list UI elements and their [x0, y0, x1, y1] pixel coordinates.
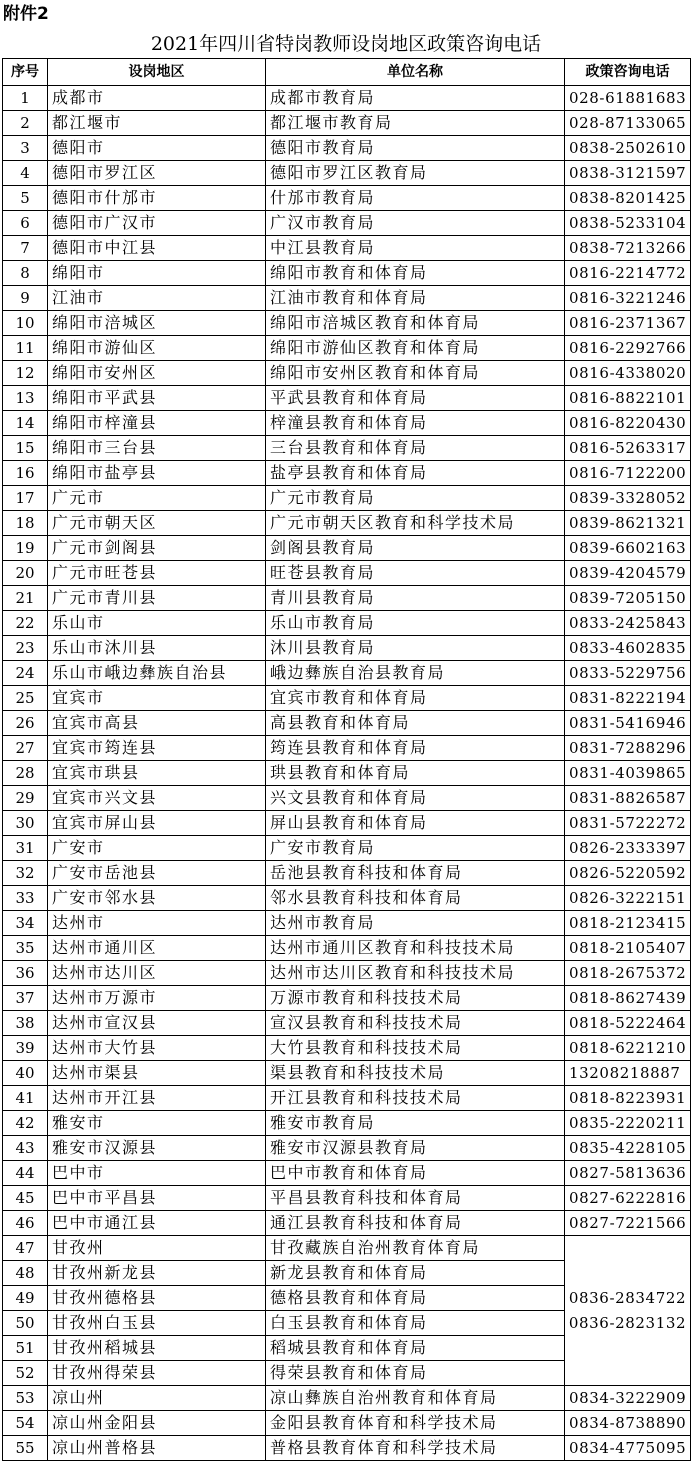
row-number: 27	[3, 736, 48, 761]
row-region: 达州市达川区	[48, 961, 266, 986]
row-phone: 0826-2333397	[565, 836, 691, 861]
row-region: 甘孜州新龙县	[48, 1261, 266, 1286]
row-region: 绵阳市	[48, 261, 266, 286]
row-region: 绵阳市三台县	[48, 436, 266, 461]
row-unit: 宣汉县教育和科技技术局	[266, 1011, 565, 1036]
row-unit: 雅安市汉源县教育局	[266, 1136, 565, 1161]
row-region: 广元市朝天区	[48, 511, 266, 536]
row-region: 雅安市汉源县	[48, 1136, 266, 1161]
table-row	[3, 186, 691, 211]
header-no: 序号	[3, 59, 48, 86]
table-row	[3, 1136, 691, 1161]
row-region: 广安市	[48, 836, 266, 861]
table-row	[3, 736, 691, 761]
row-phone: 0831-8222194	[565, 686, 691, 711]
row-region: 广元市青川县	[48, 586, 266, 611]
row-phone: 13208218887	[565, 1061, 691, 1086]
row-number: 33	[3, 886, 48, 911]
row-number: 24	[3, 661, 48, 686]
row-number: 26	[3, 711, 48, 736]
row-number: 8	[3, 261, 48, 286]
row-phone: 0838-8201425	[565, 186, 691, 211]
row-region: 绵阳市平武县	[48, 386, 266, 411]
row-unit: 得荣县教育和体育局	[266, 1361, 565, 1386]
row-phone: 0816-7122200	[565, 461, 691, 486]
row-region: 宜宾市珙县	[48, 761, 266, 786]
table-row	[3, 261, 691, 286]
table-row	[3, 86, 691, 111]
row-region: 德阳市罗江区	[48, 161, 266, 186]
row-region: 甘孜州	[48, 1236, 266, 1261]
table-row	[3, 661, 691, 686]
row-unit: 绵阳市游仙区教育和体育局	[266, 336, 565, 361]
row-phone: 0827-6222816	[565, 1186, 691, 1211]
row-unit: 旺苍县教育局	[266, 561, 565, 586]
row-region: 绵阳市梓潼县	[48, 411, 266, 436]
header-phone: 政策咨询电话	[565, 59, 691, 86]
row-phone: 0838-3121597	[565, 161, 691, 186]
header-unit: 单位名称	[266, 59, 565, 86]
row-unit: 达州市教育局	[266, 911, 565, 936]
table-row	[3, 1086, 691, 1111]
row-unit: 广汉市教育局	[266, 211, 565, 236]
row-region: 江油市	[48, 286, 266, 311]
row-phone: 0818-6221210	[565, 1036, 691, 1061]
row-number: 12	[3, 361, 48, 386]
row-region: 广元市旺苍县	[48, 561, 266, 586]
row-number: 44	[3, 1161, 48, 1186]
table-row	[3, 686, 691, 711]
row-phone: 0831-4039865	[565, 761, 691, 786]
row-unit: 成都市教育局	[266, 86, 565, 111]
row-number: 19	[3, 536, 48, 561]
table-row	[3, 1111, 691, 1136]
row-unit: 三台县教育和体育局	[266, 436, 565, 461]
row-unit: 高县教育和体育局	[266, 711, 565, 736]
row-unit: 达州市达川区教育和科技技术局	[266, 961, 565, 986]
row-phone: 0827-5813636	[565, 1161, 691, 1186]
row-phone: 0816-3221246	[565, 286, 691, 311]
row-unit: 平武县教育和体育局	[266, 386, 565, 411]
row-number: 21	[3, 586, 48, 611]
row-region: 绵阳市游仙区	[48, 336, 266, 361]
table-row	[3, 136, 691, 161]
row-unit: 新龙县教育和体育局	[266, 1261, 565, 1286]
table-row	[3, 786, 691, 811]
row-number: 4	[3, 161, 48, 186]
row-region: 绵阳市安州区	[48, 361, 266, 386]
row-region: 巴中市平昌县	[48, 1186, 266, 1211]
row-region: 宜宾市高县	[48, 711, 266, 736]
row-phone: 0818-8223931	[565, 1086, 691, 1111]
row-phone: 0839-4204579	[565, 561, 691, 586]
row-phone: 028-87133065	[565, 111, 691, 136]
row-unit: 青川县教育局	[266, 586, 565, 611]
row-phone: 0839-7205150	[565, 586, 691, 611]
row-unit: 江油市教育和体育局	[266, 286, 565, 311]
row-number: 30	[3, 811, 48, 836]
row-phone: 0831-5416946	[565, 711, 691, 736]
table-row	[3, 1036, 691, 1061]
row-region: 乐山市沐川县	[48, 636, 266, 661]
row-phone: 0839-8621321	[565, 511, 691, 536]
row-unit: 广元市朝天区教育和科学技术局	[266, 511, 565, 536]
row-phone: 0816-2214772	[565, 261, 691, 286]
table-row	[3, 536, 691, 561]
row-phone: 0816-4338020	[565, 361, 691, 386]
row-unit: 德格县教育和体育局	[266, 1286, 565, 1311]
row-region: 巴中市通江县	[48, 1211, 266, 1236]
row-number: 40	[3, 1061, 48, 1086]
table-row	[3, 1186, 691, 1211]
row-number: 28	[3, 761, 48, 786]
row-unit: 渠县教育和科技技术局	[266, 1061, 565, 1086]
row-unit: 峨边彝族自治县教育局	[266, 661, 565, 686]
row-region: 广安市岳池县	[48, 861, 266, 886]
table-row	[3, 1411, 691, 1436]
row-number: 46	[3, 1211, 48, 1236]
row-phone: 0827-7221566	[565, 1211, 691, 1236]
row-unit: 乐山市教育局	[266, 611, 565, 636]
table-row	[3, 861, 691, 886]
row-phone: 0818-5222464	[565, 1011, 691, 1036]
row-number: 5	[3, 186, 48, 211]
row-unit: 盐亭县教育和体育局	[266, 461, 565, 486]
row-unit: 平昌县教育科技和体育局	[266, 1186, 565, 1211]
table-row	[3, 436, 691, 461]
row-number: 17	[3, 486, 48, 511]
row-phone: 0839-6602163	[565, 536, 691, 561]
row-number: 48	[3, 1261, 48, 1286]
row-number: 6	[3, 211, 48, 236]
table-row	[3, 1436, 691, 1461]
row-number: 42	[3, 1111, 48, 1136]
row-region: 德阳市广汉市	[48, 211, 266, 236]
row-phone: 028-61881683	[565, 86, 691, 111]
row-phone: 0833-5229756	[565, 661, 691, 686]
row-phone: 0831-8826587	[565, 786, 691, 811]
table-row	[3, 911, 691, 936]
row-number: 51	[3, 1336, 48, 1361]
row-number: 52	[3, 1361, 48, 1386]
table-row	[3, 386, 691, 411]
row-region: 达州市通川区	[48, 936, 266, 961]
table-row	[3, 211, 691, 236]
table-row	[3, 1011, 691, 1036]
row-unit: 巴中市教育和体育局	[266, 1161, 565, 1186]
table-body	[3, 86, 691, 1461]
table-row	[3, 336, 691, 361]
row-unit: 绵阳市教育和体育局	[266, 261, 565, 286]
row-phone: 0835-4228105	[565, 1136, 691, 1161]
row-phone: 0831-5722272	[565, 811, 691, 836]
row-number: 10	[3, 311, 48, 336]
row-number: 35	[3, 936, 48, 961]
row-unit: 德阳市罗江区教育局	[266, 161, 565, 186]
row-region: 德阳市什邡市	[48, 186, 266, 211]
row-unit: 岳池县教育科技和体育局	[266, 861, 565, 886]
table-header-row	[3, 59, 691, 86]
table-row	[3, 411, 691, 436]
row-unit: 德阳市教育局	[266, 136, 565, 161]
row-number: 16	[3, 461, 48, 486]
row-unit: 凉山彝族自治州教育和体育局	[266, 1386, 565, 1411]
row-phone: 0838-5233104	[565, 211, 691, 236]
table-row	[3, 361, 691, 386]
row-region: 甘孜州白玉县	[48, 1311, 266, 1336]
row-unit: 梓潼县教育和体育局	[266, 411, 565, 436]
row-region: 达州市宣汉县	[48, 1011, 266, 1036]
table-row	[3, 761, 691, 786]
row-number: 25	[3, 686, 48, 711]
row-region: 宜宾市兴文县	[48, 786, 266, 811]
row-number: 36	[3, 961, 48, 986]
row-phone: 0833-2425843	[565, 611, 691, 636]
table-row	[3, 286, 691, 311]
row-number: 53	[3, 1386, 48, 1411]
table-row	[3, 511, 691, 536]
row-region: 达州市开江县	[48, 1086, 266, 1111]
row-number: 39	[3, 1036, 48, 1061]
row-region: 甘孜州得荣县	[48, 1361, 266, 1386]
row-phone: 0816-2292766	[565, 336, 691, 361]
table-row	[3, 611, 691, 636]
row-phone: 0834-4775095	[565, 1436, 691, 1461]
table-row	[3, 986, 691, 1011]
row-unit: 金阳县教育体育和科学技术局	[266, 1411, 565, 1436]
row-unit: 稻城县教育和体育局	[266, 1336, 565, 1361]
row-phone: 0818-2675372	[565, 961, 691, 986]
row-phone: 0816-5263317	[565, 436, 691, 461]
row-phone: 0818-2105407	[565, 936, 691, 961]
row-region: 成都市	[48, 86, 266, 111]
row-phone-merged	[565, 1236, 691, 1386]
merged-phone-line: 0836-2823132	[568, 1313, 687, 1332]
row-number: 7	[3, 236, 48, 261]
row-number: 37	[3, 986, 48, 1011]
table-row	[3, 1211, 691, 1236]
row-region: 凉山州金阳县	[48, 1411, 266, 1436]
row-unit: 中江县教育局	[266, 236, 565, 261]
table-row	[3, 161, 691, 186]
row-number: 23	[3, 636, 48, 661]
table-row	[3, 711, 691, 736]
row-phone: 0839-3328052	[565, 486, 691, 511]
row-region: 宜宾市	[48, 686, 266, 711]
row-region: 绵阳市涪城区	[48, 311, 266, 336]
row-number: 14	[3, 411, 48, 436]
row-region: 都江堰市	[48, 111, 266, 136]
table-row	[3, 486, 691, 511]
table-row	[3, 311, 691, 336]
row-number: 3	[3, 136, 48, 161]
row-number: 18	[3, 511, 48, 536]
row-unit: 广安市教育局	[266, 836, 565, 861]
row-number: 41	[3, 1086, 48, 1111]
row-number: 43	[3, 1136, 48, 1161]
row-phone: 0833-4602835	[565, 636, 691, 661]
table-row	[3, 586, 691, 611]
row-region: 宜宾市屏山县	[48, 811, 266, 836]
row-region: 广元市	[48, 486, 266, 511]
row-unit: 都江堰市教育局	[266, 111, 565, 136]
row-unit: 甘孜藏族自治州教育体育局	[266, 1236, 565, 1261]
row-unit: 兴文县教育和体育局	[266, 786, 565, 811]
row-region: 甘孜州稻城县	[48, 1336, 266, 1361]
document-title: 2021年四川省特岗教师设岗地区政策咨询电话	[150, 33, 542, 55]
row-region: 宜宾市筠连县	[48, 736, 266, 761]
header-region: 设岗地区	[48, 59, 266, 86]
table-row	[3, 111, 691, 136]
row-unit: 普格县教育体育和科学技术局	[266, 1436, 565, 1461]
row-number: 55	[3, 1436, 48, 1461]
row-region: 巴中市	[48, 1161, 266, 1186]
row-number: 9	[3, 286, 48, 311]
table-row	[3, 1236, 691, 1261]
row-phone: 0835-2220211	[565, 1111, 691, 1136]
row-unit: 筠连县教育和体育局	[266, 736, 565, 761]
row-unit: 剑阁县教育局	[266, 536, 565, 561]
row-number: 29	[3, 786, 48, 811]
table-row	[3, 1061, 691, 1086]
table-row	[3, 836, 691, 861]
row-phone: 0818-2123415	[565, 911, 691, 936]
row-number: 13	[3, 386, 48, 411]
table-row	[3, 561, 691, 586]
row-region: 甘孜州德格县	[48, 1286, 266, 1311]
row-number: 47	[3, 1236, 48, 1261]
table-row	[3, 1161, 691, 1186]
row-phone: 0838-2502610	[565, 136, 691, 161]
row-number: 20	[3, 561, 48, 586]
row-region: 雅安市	[48, 1111, 266, 1136]
row-region: 达州市万源市	[48, 986, 266, 1011]
row-phone: 0838-7213266	[565, 236, 691, 261]
row-region: 德阳市中江县	[48, 236, 266, 261]
row-number: 1	[3, 86, 48, 111]
row-number: 50	[3, 1311, 48, 1336]
row-unit: 达州市通川区教育和科技技术局	[266, 936, 565, 961]
row-phone: 0816-8822101	[565, 386, 691, 411]
row-unit: 什邡市教育局	[266, 186, 565, 211]
row-unit: 通江县教育科技和体育局	[266, 1211, 565, 1236]
row-region: 广安市邻水县	[48, 886, 266, 911]
row-unit: 绵阳市涪城区教育和体育局	[266, 311, 565, 336]
annex-label: 附件2	[3, 4, 49, 24]
row-number: 11	[3, 336, 48, 361]
row-phone: 0834-3222909	[565, 1386, 691, 1411]
row-unit: 万源市教育和科技技术局	[266, 986, 565, 1011]
row-number: 22	[3, 611, 48, 636]
table-row	[3, 461, 691, 486]
row-number: 32	[3, 861, 48, 886]
row-number: 34	[3, 911, 48, 936]
row-region: 达州市大竹县	[48, 1036, 266, 1061]
table-row	[3, 236, 691, 261]
row-region: 绵阳市盐亭县	[48, 461, 266, 486]
row-region: 达州市	[48, 911, 266, 936]
row-region: 达州市渠县	[48, 1061, 266, 1086]
row-number: 45	[3, 1186, 48, 1211]
row-unit: 沐川县教育局	[266, 636, 565, 661]
row-unit: 开江县教育和科技技术局	[266, 1086, 565, 1111]
row-region: 德阳市	[48, 136, 266, 161]
table-row	[3, 636, 691, 661]
row-region: 凉山州普格县	[48, 1436, 266, 1461]
row-number: 2	[3, 111, 48, 136]
merged-phone-line: 0836-2834722	[568, 1288, 687, 1307]
row-unit: 广元市教育局	[266, 486, 565, 511]
row-unit: 珙县教育和体育局	[266, 761, 565, 786]
row-phone: 0816-8220430	[565, 411, 691, 436]
row-unit: 屏山县教育和体育局	[266, 811, 565, 836]
row-number: 54	[3, 1411, 48, 1436]
row-unit: 雅安市教育局	[266, 1111, 565, 1136]
table-row	[3, 936, 691, 961]
row-unit: 邻水县教育科技和体育局	[266, 886, 565, 911]
row-phone: 0826-5220592	[565, 861, 691, 886]
table-row	[3, 811, 691, 836]
row-unit: 白玉县教育和体育局	[266, 1311, 565, 1336]
row-region: 乐山市峨边彝族自治县	[48, 661, 266, 686]
row-region: 凉山州	[48, 1386, 266, 1411]
row-region: 乐山市	[48, 611, 266, 636]
row-phone: 0818-8627439	[565, 986, 691, 1011]
row-unit: 宜宾市教育和体育局	[266, 686, 565, 711]
row-number: 15	[3, 436, 48, 461]
row-number: 49	[3, 1286, 48, 1311]
row-phone: 0816-2371367	[565, 311, 691, 336]
row-phone: 0831-7288296	[565, 736, 691, 761]
table-row	[3, 886, 691, 911]
row-unit: 绵阳市安州区教育和体育局	[266, 361, 565, 386]
table-row	[3, 961, 691, 986]
row-number: 31	[3, 836, 48, 861]
row-phone: 0826-3222151	[565, 886, 691, 911]
row-region: 广元市剑阁县	[48, 536, 266, 561]
row-number: 38	[3, 1011, 48, 1036]
table-row	[3, 1386, 691, 1411]
row-phone: 0834-8738890	[565, 1411, 691, 1436]
contact-table	[2, 58, 691, 1461]
row-unit: 大竹县教育和科技技术局	[266, 1036, 565, 1061]
